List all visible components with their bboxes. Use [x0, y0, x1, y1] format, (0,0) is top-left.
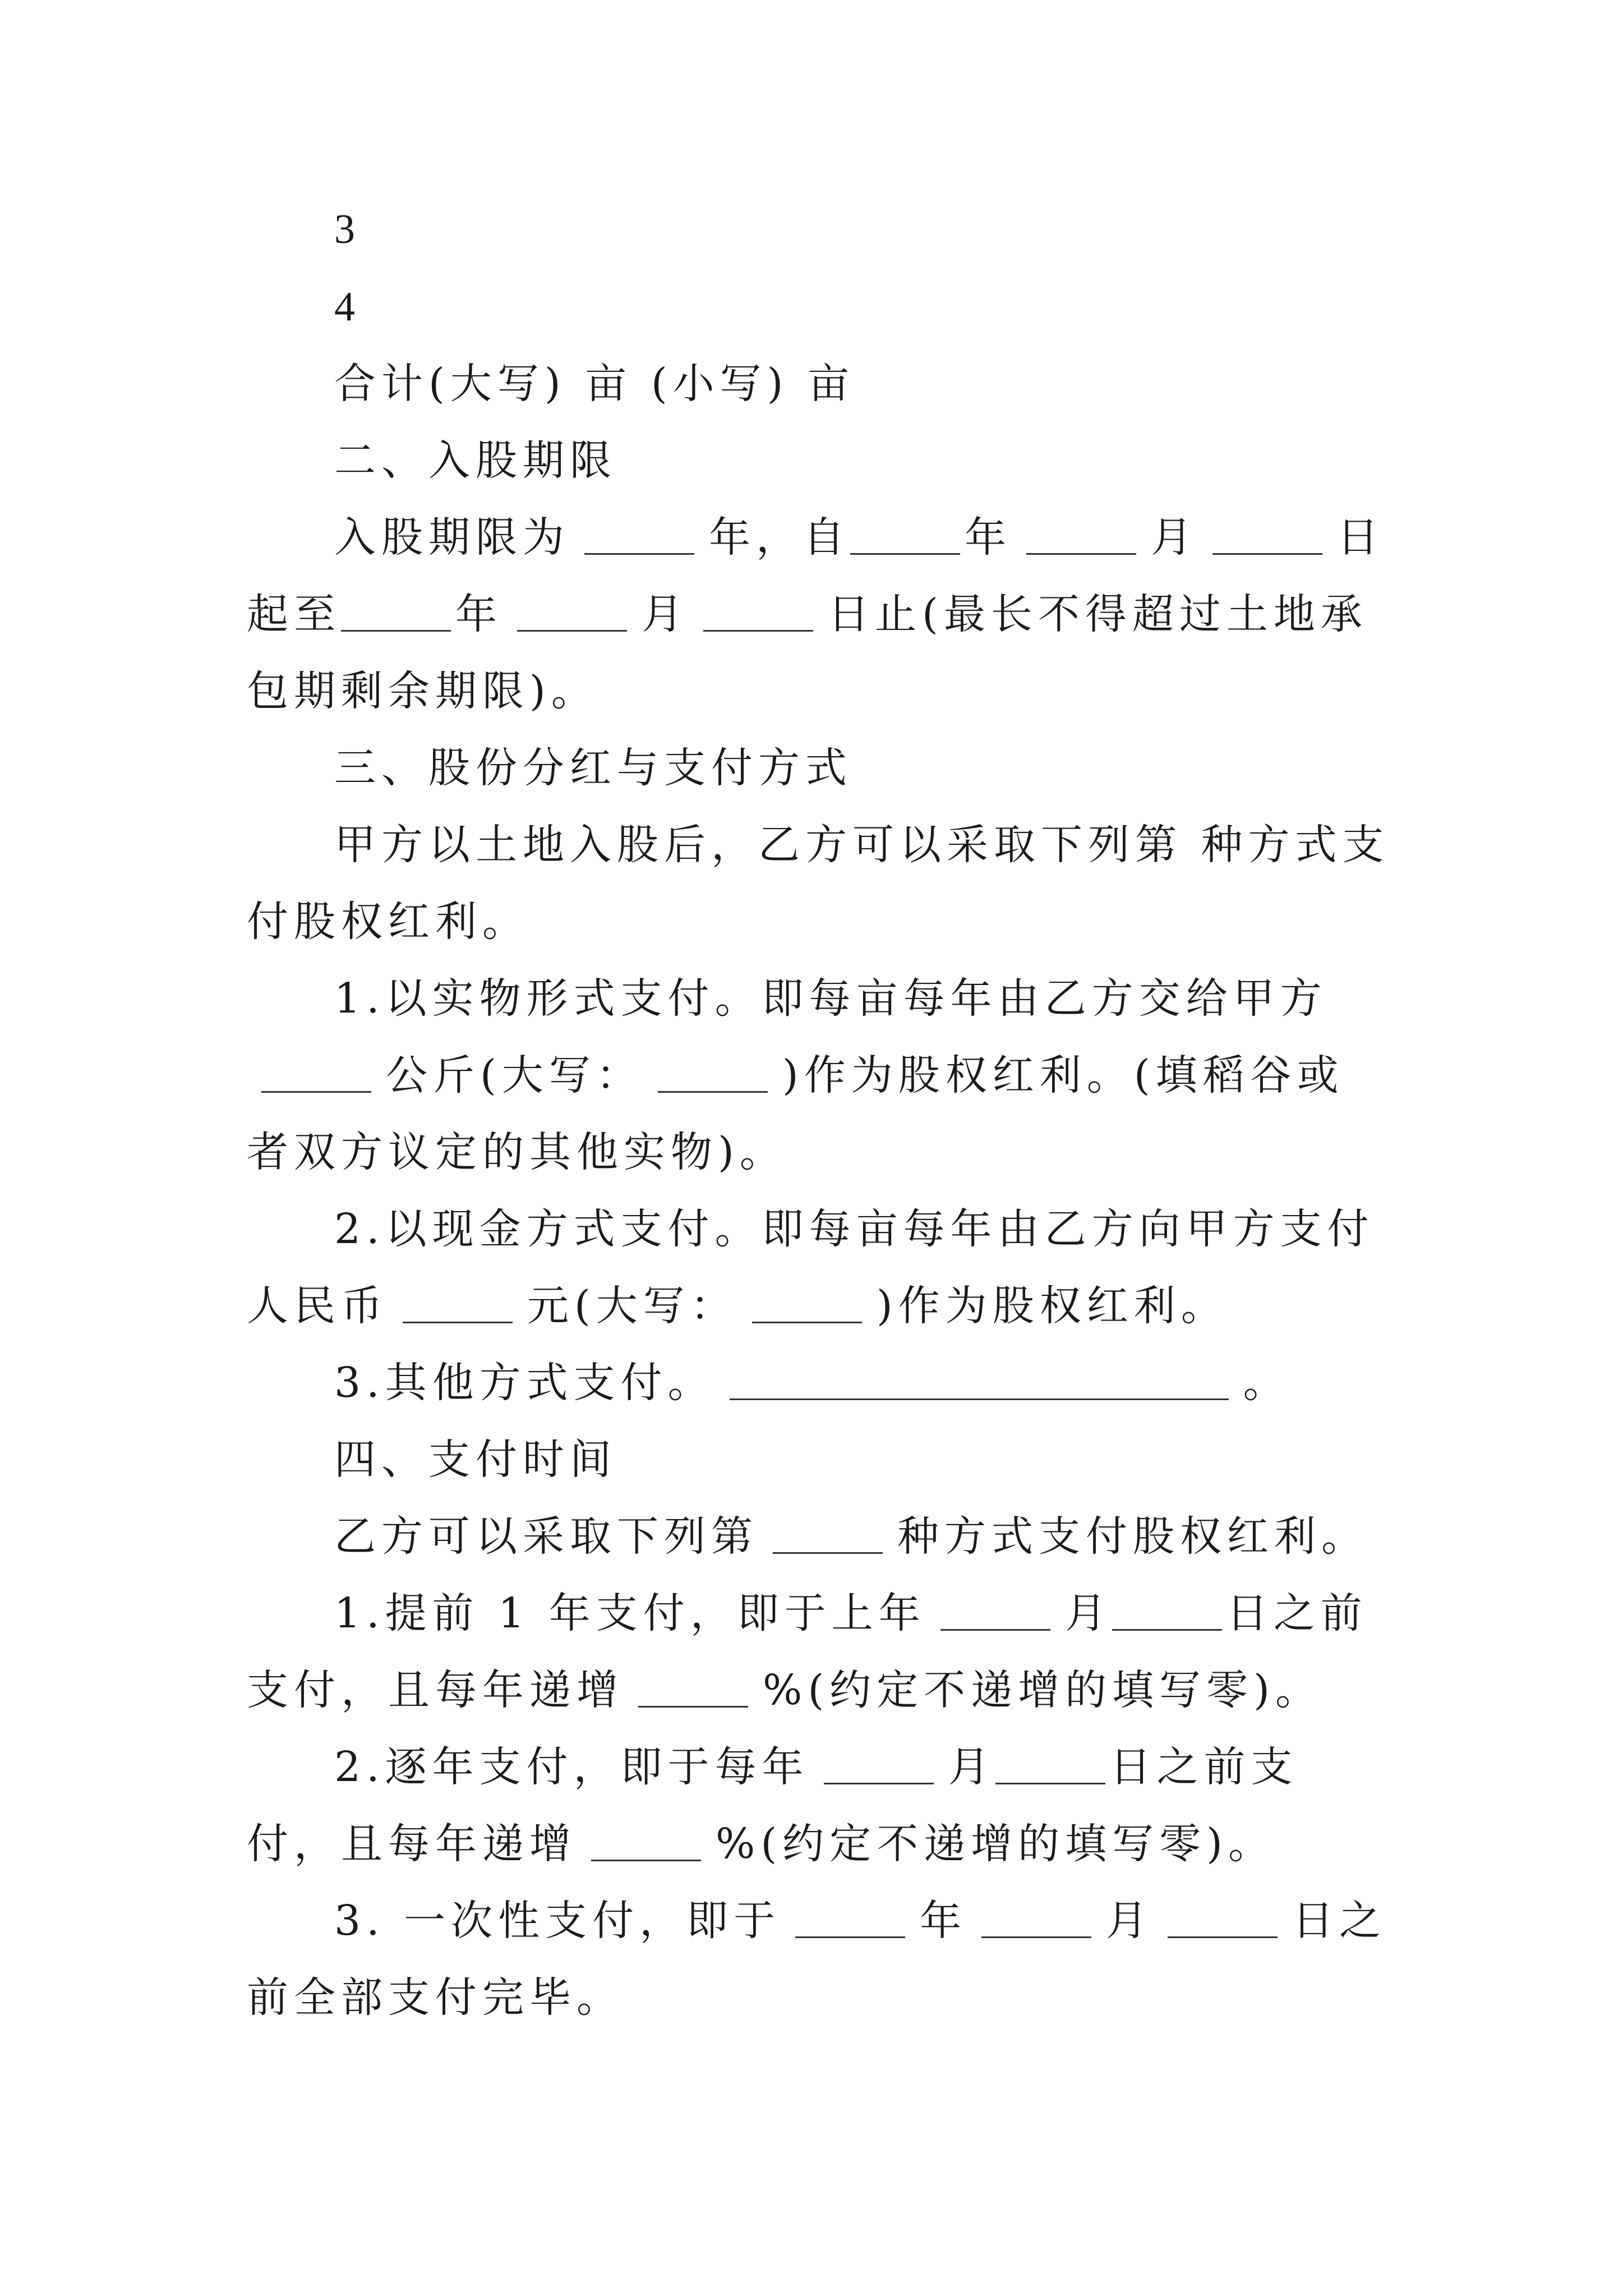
table-row-4: 4 — [334, 284, 355, 330]
blank-field[interactable] — [795, 1903, 905, 1938]
blank-field[interactable] — [403, 1288, 513, 1323]
blank-field[interactable] — [981, 1903, 1091, 1938]
section-3-title: 三、股份分红与支付方式 — [334, 744, 852, 792]
blank-field[interactable] — [1026, 519, 1136, 555]
blank-field[interactable] — [850, 519, 960, 555]
blank-field[interactable] — [1212, 519, 1322, 555]
blank-field[interactable] — [517, 596, 627, 632]
blank-field[interactable] — [638, 1672, 748, 1708]
document-body — [247, 191, 1391, 2036]
section-4-item-2: 2.逐年支付，即于每年 月 日之前支付，且每年递增 %(约定不递增的填写零)。 — [247, 1743, 1298, 1868]
blank-field[interactable] — [703, 596, 813, 632]
blank-field[interactable] — [773, 1519, 883, 1554]
blank-field[interactable] — [1168, 1903, 1278, 1938]
section-3-intro: 甲方以土地入股后，乙方可以采取下列第 种方式支付股权红利。 — [247, 821, 1390, 946]
blank-field[interactable] — [995, 1749, 1105, 1784]
section-4-item-1: 1.提前 1 年支付，即于上年 月 日之前支付，且每年递增 %(约定不递增的填写零)。 — [247, 1589, 1368, 1714]
total-line: 合计(大写) 亩 (小写) 亩 — [334, 360, 855, 408]
section-4-title: 四、支付时间 — [334, 1435, 617, 1484]
section-2-paragraph: 入股期限为 年，自 年 月 日起至 年 月 日止(最长不得超过土地承包期剩余期限)。 — [247, 513, 1384, 715]
blank-field[interactable] — [940, 1595, 1050, 1631]
blank-field[interactable] — [824, 1749, 934, 1784]
section-2-title: 二、入股期限 — [334, 436, 617, 485]
blank-field[interactable] — [752, 1288, 862, 1323]
table-row-3: 3 — [334, 206, 355, 252]
section-4-item-3: 3. 一次性支付，即于 年 月 日之前全部支付完毕。 — [247, 1897, 1387, 2022]
section-4-intro: 乙方可以采取下列第 种方式支付股权红利。 — [334, 1512, 1368, 1561]
blank-field[interactable] — [591, 1826, 701, 1861]
blank-field[interactable] — [584, 519, 694, 555]
blank-field[interactable] — [658, 1057, 768, 1093]
blank-field[interactable] — [341, 596, 451, 632]
blank-field[interactable] — [1112, 1595, 1222, 1631]
blank-field[interactable] — [261, 1057, 371, 1093]
section-3-item-2: 2.以现金方式支付。即每亩每年由乙方向甲方支付人民币 元(大写： )作为股权红利。 — [247, 1205, 1375, 1330]
blank-field[interactable] — [730, 1365, 1229, 1400]
section-3-item-1: 1.以实物形式支付。即每亩每年由乙方交给甲方公斤(大写： )作为股权红利。(填稻谷或者双方议定的其他实物)。 — [247, 974, 1344, 1176]
section-3-item-3: 3.其他方式支付。 。 — [334, 1359, 1290, 1407]
